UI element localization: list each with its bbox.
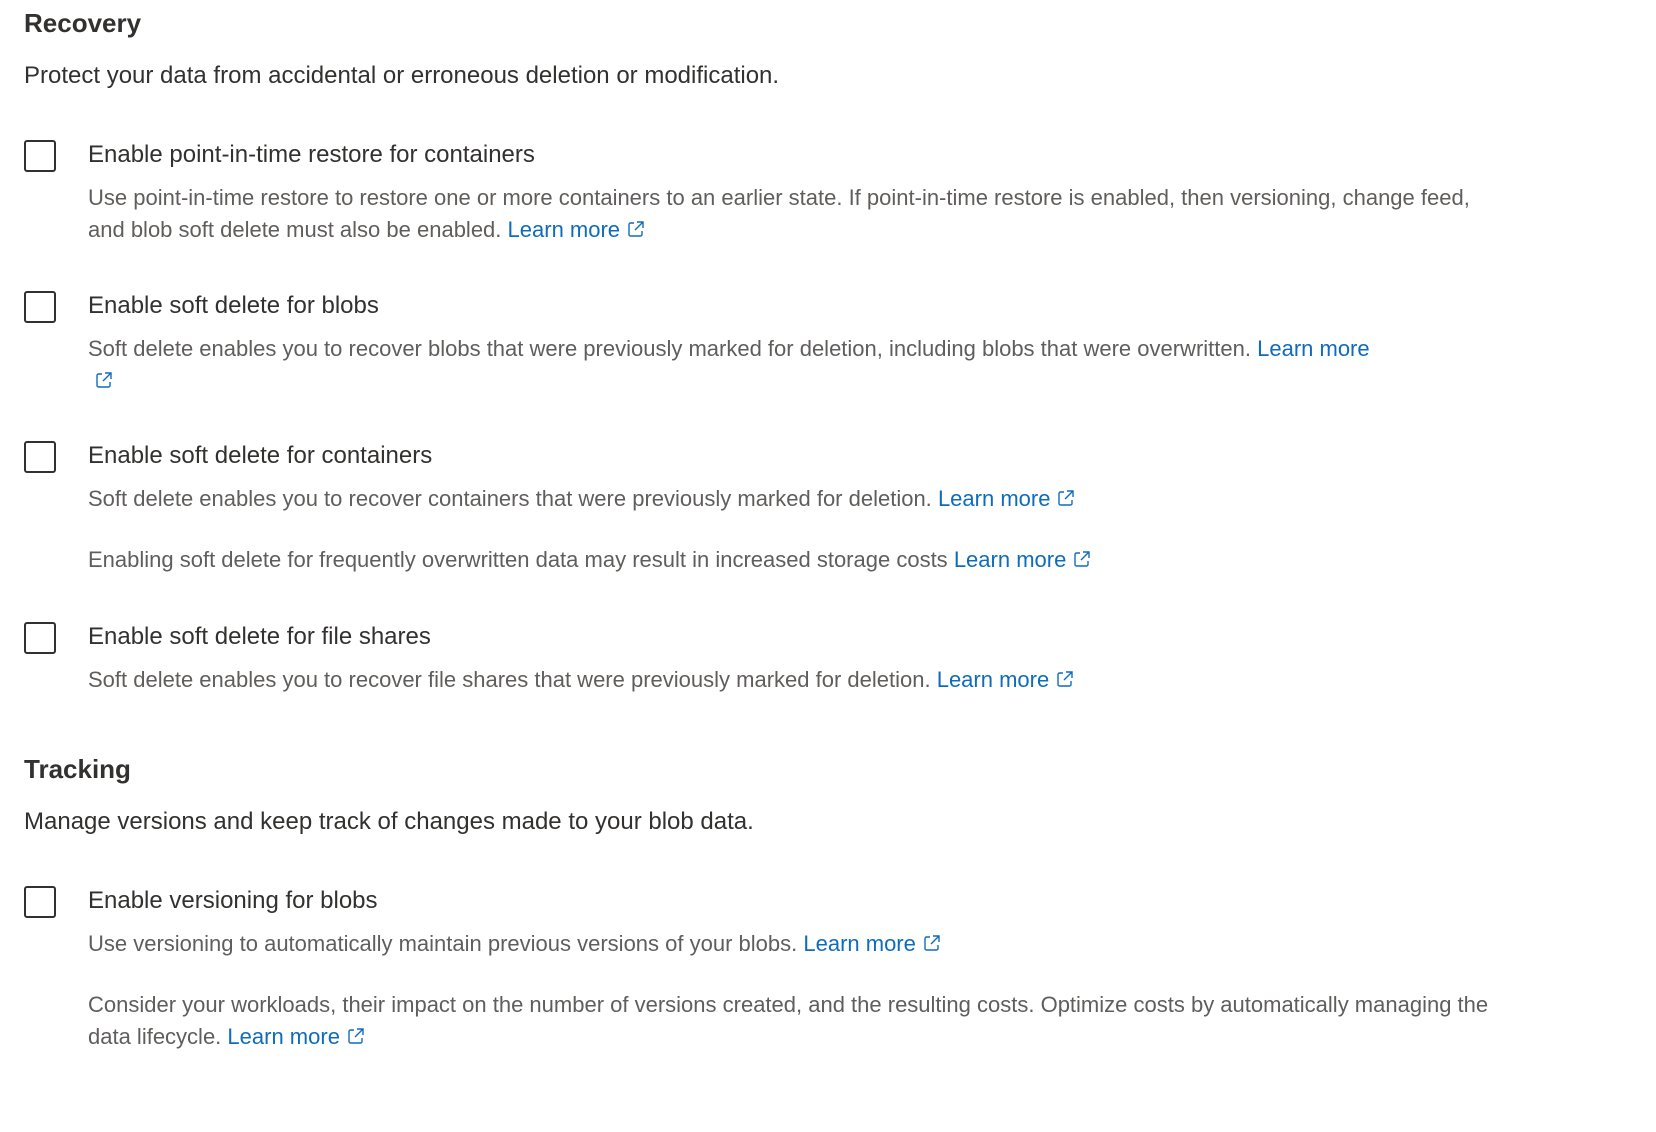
versioning-cost-note-text: Consider your workloads, their impact on the number of versions created, and the resulting costs. Optimize costs by automatically managing the data lifecycle. xyxy=(88,992,1489,1049)
soft-delete-file-shares-help-text: Soft delete enables you to recover file shares that were previously marked for deletion. xyxy=(88,667,931,692)
external-link-icon xyxy=(626,219,646,239)
external-link-icon xyxy=(1056,488,1076,508)
external-link-icon xyxy=(346,1026,366,1046)
versioning-blobs-help xyxy=(88,928,1498,960)
point-in-time-restore-help-text: Use point-in-time restore to restore one or more containers to an earlier state. If point-in-time restore is enabled, then versioning, change feed, and blob soft delete must also be enabled. xyxy=(88,185,1470,242)
versioning-blobs-label[interactable]: Enable versioning for blobs xyxy=(88,887,378,914)
external-link-icon xyxy=(1072,549,1092,569)
soft-delete-blobs-help xyxy=(88,333,1388,397)
learn-more-text: Learn more xyxy=(936,667,1050,692)
soft-delete-cost-note xyxy=(88,544,1498,576)
point-in-time-restore-learn-more-link[interactable] xyxy=(508,217,647,242)
soft-delete-cost-learn-more-link[interactable] xyxy=(954,547,1093,572)
recovery-section-title: Recovery xyxy=(24,8,142,38)
learn-more-text: Learn more xyxy=(1257,336,1370,361)
versioning-cost-note xyxy=(88,989,1498,1053)
soft-delete-file-shares-checkbox[interactable] xyxy=(24,622,56,654)
soft-delete-blobs-help-text: Soft delete enables you to recover blobs that were previously marked for deletion, including blobs that were overwritten. xyxy=(88,336,1251,361)
point-in-time-restore-checkbox[interactable] xyxy=(24,140,56,172)
learn-more-text: Learn more xyxy=(803,931,916,956)
external-link-icon xyxy=(1055,669,1075,689)
soft-delete-file-shares-help xyxy=(88,664,1498,696)
versioning-blobs-checkbox[interactable] xyxy=(24,886,56,918)
point-in-time-restore-label[interactable]: Enable point-in-time restore for containers xyxy=(88,141,535,168)
soft-delete-blobs-label[interactable]: Enable soft delete for blobs xyxy=(88,292,379,319)
versioning-cost-learn-more-link[interactable] xyxy=(227,1024,366,1049)
learn-more-text: Learn more xyxy=(953,547,1067,572)
external-link-icon xyxy=(922,933,942,953)
learn-more-text: Learn more xyxy=(507,217,621,242)
external-link-icon xyxy=(94,370,114,390)
versioning-blobs-learn-more-link[interactable] xyxy=(803,931,942,956)
soft-delete-cost-note-text: Enabling soft delete for frequently overwritten data may result in increased storage costs xyxy=(88,547,948,572)
tracking-section-description: Manage versions and keep track of changes made to your blob data. xyxy=(24,808,754,835)
soft-delete-containers-help xyxy=(88,483,1498,515)
soft-delete-containers-checkbox[interactable] xyxy=(24,441,56,473)
soft-delete-file-shares-learn-more-link[interactable] xyxy=(937,667,1076,692)
soft-delete-containers-help-text: Soft delete enables you to recover containers that were previously marked for deletion. xyxy=(88,486,932,511)
soft-delete-file-shares-label[interactable]: Enable soft delete for file shares xyxy=(88,623,431,650)
learn-more-text: Learn more xyxy=(227,1024,340,1049)
soft-delete-containers-label[interactable]: Enable soft delete for containers xyxy=(88,442,433,469)
point-in-time-restore-help xyxy=(88,182,1498,246)
tracking-section-title: Tracking xyxy=(24,754,131,784)
learn-more-text: Learn more xyxy=(937,486,1051,511)
soft-delete-containers-learn-more-link[interactable] xyxy=(938,486,1077,511)
versioning-blobs-help-text: Use versioning to automatically maintain previous versions of your blobs. xyxy=(88,931,798,956)
soft-delete-blobs-checkbox[interactable] xyxy=(24,291,56,323)
recovery-section-description: Protect your data from accidental or erroneous deletion or modification. xyxy=(24,62,780,89)
